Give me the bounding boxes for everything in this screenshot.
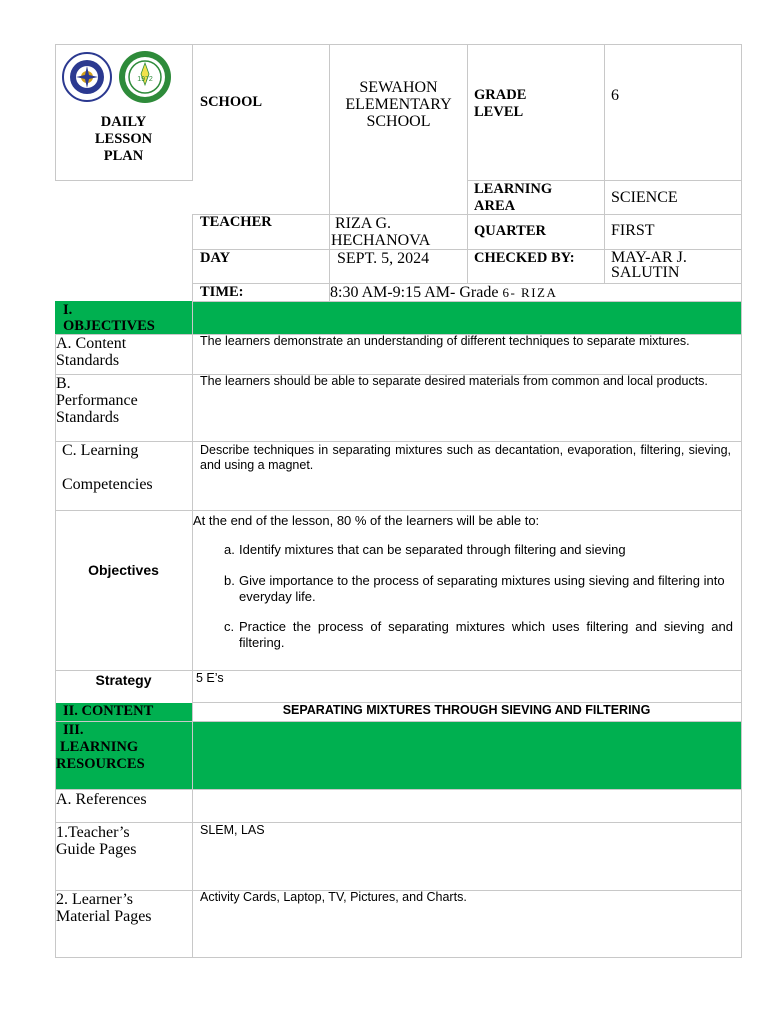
content-standards-value: The learners demonstrate an understanding of different techniques to separate mixtures. <box>200 334 690 348</box>
quarter-value: FIRST <box>611 222 655 239</box>
resources-heading-fill <box>55 722 741 789</box>
objective-item-c: c. Practice the process of separating mixtures which uses filtering and sieving and filtering. <box>224 619 733 650</box>
content-heading: II. CONTENT <box>63 703 154 719</box>
deped-seal-logo <box>62 52 112 102</box>
content-standards-label: A. Content Standards <box>56 335 127 369</box>
time-value: 8:30 AM-9:15 AM- Grade 6- RIZA <box>330 284 558 301</box>
objectives-label: Objectives <box>88 562 159 578</box>
grade-level-value: 6 <box>611 87 619 104</box>
strategy-value: 5 E’s <box>196 671 224 685</box>
day-label: DAY <box>200 250 231 266</box>
school-seal-logo <box>118 50 172 104</box>
competencies-value: Describe techniques in separating mixtures such as decantation, evaporation, filtering, sieving, and using a magnet. <box>200 443 731 472</box>
svg-text:1972: 1972 <box>137 76 153 83</box>
learners-material-value: Activity Cards, Laptop, TV, Pictures, and Charts. <box>200 890 467 904</box>
checked-by-value: MAY-AR J. SALUTIN <box>611 249 687 281</box>
objective-item-b: b. Give importance to the process of separating mixtures using sieving and filtering into everyday life. <box>224 573 725 604</box>
objectives-heading: I. OBJECTIVES <box>63 302 155 334</box>
resources-heading: III. LEARNING RESOURCES <box>56 722 145 772</box>
learning-area-label: LEARNING AREA <box>474 181 553 214</box>
checked-by-label: CHECKED BY: <box>474 250 575 266</box>
learning-area-value: SCIENCE <box>611 189 678 206</box>
day-value: SEPT. 5, 2024 <box>337 250 430 267</box>
strategy-label: Strategy <box>95 672 152 688</box>
school-label: SCHOOL <box>200 94 263 110</box>
teacher-value: RIZA G. HECHANOVA <box>331 215 431 249</box>
school-value: SEWAHON ELEMENTARY SCHOOL <box>345 79 452 130</box>
performance-standards-label: B. Performance Standards <box>56 375 138 426</box>
teachers-guide-label: 1.Teacher’s Guide Pages <box>56 824 137 858</box>
objective-item-a: a. Identify mixtures that can be separated through filtering and sieving <box>224 542 626 557</box>
doc-title: DAILY LESSON PLAN <box>94 114 153 164</box>
competencies-label: C. Learning Competencies <box>62 442 153 493</box>
learners-material-label: 2. Learner’s Material Pages <box>56 891 152 925</box>
quarter-label: QUARTER <box>474 223 546 239</box>
objectives-intro: At the end of the lesson, 80 % of the learners will be able to: <box>193 513 540 528</box>
teacher-label: TEACHER <box>200 214 272 230</box>
references-label: A. References <box>56 791 147 808</box>
teachers-guide-value: SLEM, LAS <box>200 823 265 837</box>
content-value: SEPARATING MIXTURES THROUGH SIEVING AND FILTERING <box>282 703 651 717</box>
objectives-heading-fill <box>55 301 741 334</box>
time-label: TIME: <box>200 284 244 300</box>
grade-level-label: GRADE LEVEL <box>474 87 527 120</box>
performance-standards-value: The learners should be able to separate desired materials from common and local products. <box>200 374 708 388</box>
